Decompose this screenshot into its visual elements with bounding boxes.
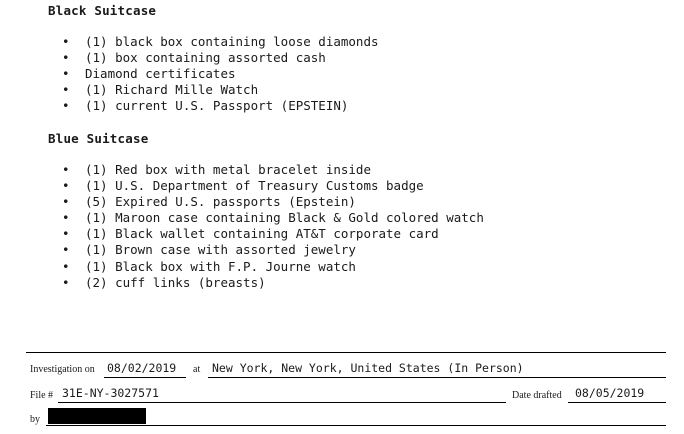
list-item: • (1) Richard Mille Watch	[62, 82, 259, 98]
date-drafted-label: Date drafted	[512, 390, 562, 401]
investigation-location: New York, New York, United States (In Person)	[212, 361, 524, 375]
by-underline	[46, 425, 666, 426]
bullet-icon: •	[62, 274, 70, 290]
bullet-icon: •	[62, 242, 70, 258]
black-suitcase-list	[62, 34, 379, 114]
list-item: • (1) Black wallet containing AT&T corporate card	[62, 226, 439, 242]
bullet-icon: •	[62, 34, 70, 49]
file-number-underline	[58, 402, 506, 403]
bullet-icon: •	[62, 82, 70, 98]
location-underline	[208, 377, 666, 378]
list-item: • (1) Maroon case containing Black & Gold colored watch	[62, 210, 484, 226]
date-drafted-underline	[568, 402, 666, 403]
redaction-block	[48, 408, 146, 424]
bullet-icon: •	[62, 194, 70, 210]
list-item: • Diamond certificates	[62, 66, 236, 82]
footer-top-rule	[26, 352, 666, 353]
list-item: • (5) Expired U.S. passports (Epstein)	[62, 194, 356, 210]
bullet-icon: •	[62, 226, 70, 242]
bullet-icon: •	[62, 258, 70, 274]
bullet-icon: •	[62, 178, 70, 194]
list-item: • (1) Brown case with assorted jewelry	[62, 242, 356, 258]
blue-suitcase-list	[62, 162, 484, 291]
date-drafted: 08/05/2019	[575, 386, 645, 400]
investigation-on-label: Investigation on	[30, 364, 95, 375]
blue-suitcase-heading: Blue Suitcase	[48, 131, 149, 146]
bullet-icon: •	[62, 98, 70, 114]
black-suitcase-heading: Black Suitcase	[48, 3, 157, 18]
investigation-date-underline	[104, 377, 186, 378]
list-item: • (2) cuff links (breasts)	[62, 274, 266, 290]
at-label: at	[193, 364, 201, 375]
list-item: • (1) Black box with F.P. Journe watch	[62, 258, 356, 274]
investigation-date: 08/02/2019	[107, 361, 177, 375]
by-label: by	[30, 414, 40, 425]
list-item: • (1) U.S. Department of Treasury Customs badge	[62, 178, 424, 194]
list-item: • (1) black box containing loose diamonds	[62, 34, 379, 49]
bullet-icon: •	[62, 162, 70, 177]
bullet-icon: •	[62, 66, 70, 82]
bullet-icon: •	[62, 210, 70, 226]
file-number-label: File #	[30, 390, 54, 401]
bullet-icon: •	[62, 50, 70, 66]
list-item: • (1) Red box with metal bracelet inside	[62, 162, 371, 177]
list-item: • (1) box containing assorted cash	[62, 50, 326, 66]
list-item: • (1) current U.S. Passport (EPSTEIN)	[62, 98, 349, 114]
file-number: 31E-NY-3027571	[62, 386, 159, 400]
